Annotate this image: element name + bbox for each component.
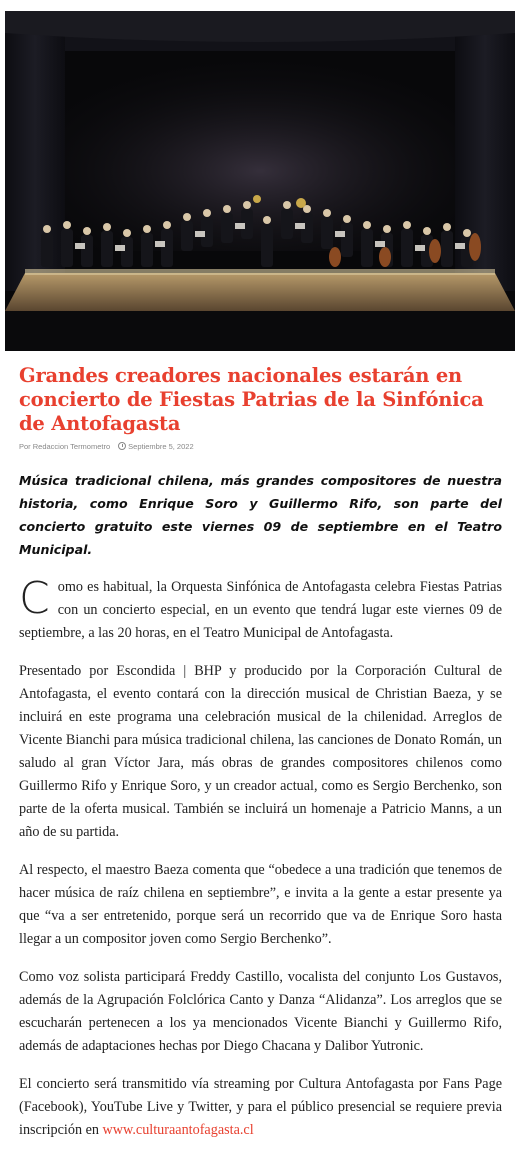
- article-hero-image: [5, 11, 515, 351]
- paragraph-5-text: El concierto será transmitido vía streaming por Cultura Antofagasta por Fans Page (Facebook), YouTube Live y Twitter, y para el público presencial se requiere previa inscripción en: [19, 1076, 502, 1138]
- clock-icon: [118, 442, 126, 450]
- article-author[interactable]: Por Redaccion Termometro: [19, 442, 111, 451]
- orchestra-photo: [5, 11, 515, 351]
- paragraph-3: Al respecto, el maestro Baeza comenta que “obedece a una tradición que tenemos de hacer música de raíz chilena en septiembre”, e invita a la gente a estar presente ya que “va a ser entretenido, porque será un recorrido que va de Enrique Soro hasta llegar a un compositor joven como Sergio Berchenko”.: [19, 862, 502, 947]
- paragraph-5: [19, 1073, 502, 1142]
- article-lead: Música tradicional chilena, más grandes compositores de nuestra historia, como Enrique Soro y Guillermo Rifo, son parte del concierto gratuito este viernes 09 de septiembre en el Teatro Municipal.: [19, 473, 502, 557]
- article-body: [19, 573, 502, 1142]
- article-date: [118, 442, 193, 451]
- dropcap-letter: C: [19, 573, 50, 624]
- article-date-text: Septiembre 5, 2022: [128, 442, 194, 451]
- paragraph-4: Como voz solista participará Freddy Castillo, vocalista del conjunto Los Gustavos, además de la Agrupación Folclórica Canto y Danza “Alidanza”. Los arreglos que se escucharán pertenecen a los ya mencionados Vicente Bianchi y Guillermo Rifo, además de adaptaciones hechas por Diego Chacana y Dalibor Yutronic.: [19, 969, 502, 1054]
- article-title[interactable]: Grandes creadores nacionales estarán en concierto de Fiestas Patrias de la Sinfónica de Antofagasta: [19, 364, 484, 435]
- paragraph-1: [19, 573, 502, 645]
- article: [19, 364, 502, 1157]
- paragraph-1-text: omo es habitual, la Orquesta Sinfónica de Antofagasta celebra Fiestas Patrias con un concierto especial, en un evento que tendrá lugar este viernes 09 de septiembre, a las 20 horas, en el Teatro Municipal de Antofagasta.: [19, 579, 502, 641]
- paragraph-2: Presentado por Escondida | BHP y producido por la Corporación Cultural de Antofagasta, el evento contará con la dirección musical de Christian Baeza, y se incluirá en este programa una celebración musical de la chilenidad. Arreglos de Vicente Bianchi para música tradicional chilena, las canciones de Donato Román, un saludo al gran Víctor Jara, más obras de grandes compositores chilenos como Guillermo Rifo y Enrique Soro, y un creador actual, como es Sergio Berchenko, son parte de la oferta musical. También se incluirá un homenaje a Patricio Manns, a un año de su partida.: [19, 663, 502, 840]
- article-meta: [19, 442, 502, 451]
- cultura-antofagasta-link[interactable]: www.culturaantofagasta.cl: [102, 1122, 254, 1138]
